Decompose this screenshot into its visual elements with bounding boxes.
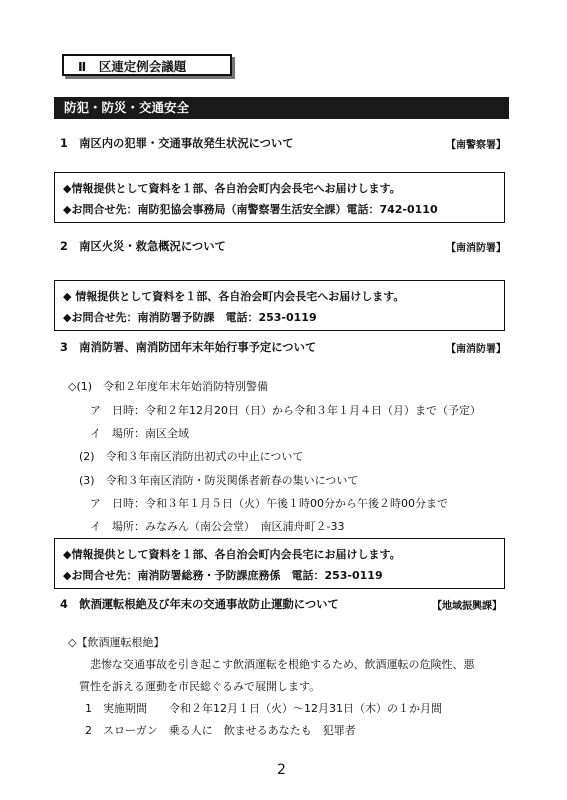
category-bar: 防犯・防災・交通安全	[54, 97, 509, 119]
item-3-department-tag: 【南消防署】	[446, 344, 506, 355]
item-1-heading: 1 南区内の犯罪・交通事故発生状況について	[60, 137, 294, 150]
item-3-line: イ 場所：みなみん（南公会堂） 南区浦舟町２-33	[90, 520, 345, 533]
item-4-line: 悲惨な交通事故を引き起こす飲酒運転を根絶するため、飲酒運転の危険性、悪	[90, 658, 475, 671]
item-3-line: (3) 令和３年南区消防・防災関係者新春の集いについて	[79, 474, 359, 487]
section-title: Ⅱ 区連定例会議題	[62, 54, 232, 76]
item-3-line: ア 日時：令和２年12月20日（日）から令和３年１月４日（月）まで（予定）	[90, 404, 481, 417]
info-line: ◆情報提供として資料を１部、各自治会町内会長宅にお届けします。	[63, 548, 401, 561]
item-3-line: (2) 令和３年南区消防出初式の中止について	[79, 450, 304, 463]
item-1-department-tag: 【南警察署】	[446, 140, 506, 151]
info-line: ◆情報提供として資料を１部、各自治会町内会長宅へお届けします。	[63, 182, 401, 195]
item-2-department-tag: 【南消防署】	[446, 243, 506, 254]
item-2-info-box	[54, 280, 505, 331]
info-line: ◆お問合せ先：南防犯協会事務局（南警察署生活安全課）電話：742-0110	[63, 203, 438, 216]
item-3-line: ア 日時：令和３年１月５日（火）午後１時00分から午後２時00分まで	[90, 497, 448, 510]
info-line: ◆お問合せ先：南消防署予防課 電話：253-0119	[63, 311, 317, 324]
item-4-line: 質性を訴える運動を市民総ぐるみで展開します。	[79, 680, 321, 693]
item-4-department-tag: 【地域振興課】	[432, 601, 502, 612]
item-3-line: ◇(1) 令和２年度年末年始消防特別警備	[68, 380, 269, 393]
item-4-line: 1 実施期間 令和２年12月１日（火）～12月31日（木）の１か月間	[85, 702, 442, 715]
item-3-heading: 3 南消防署、南消防団年末年始行事予定について	[60, 341, 317, 354]
item-2-heading: 2 南区火災・救急概況について	[60, 240, 226, 253]
info-line: ◆お問合せ先：南消防署総務・予防課庶務係 電話：253-0119	[63, 569, 383, 582]
item-1-info-box	[54, 172, 505, 223]
info-line: ◆ 情報提供として資料を１部、各自治会町内会長宅へお届けします。	[63, 290, 405, 303]
item-3-info-box	[54, 538, 505, 589]
item-4-line: ◇【飲酒運転根絶】	[68, 636, 165, 649]
page-number: 2	[277, 762, 286, 778]
item-4-heading: 4 飲酒運転根絶及び年末の交通事故防止運動について	[60, 598, 339, 611]
item-3-line: イ 場所：南区全域	[90, 427, 189, 440]
item-4-line: 2 スローガン 乗る人に 飲ませるあなたも 犯罪者	[85, 724, 356, 737]
